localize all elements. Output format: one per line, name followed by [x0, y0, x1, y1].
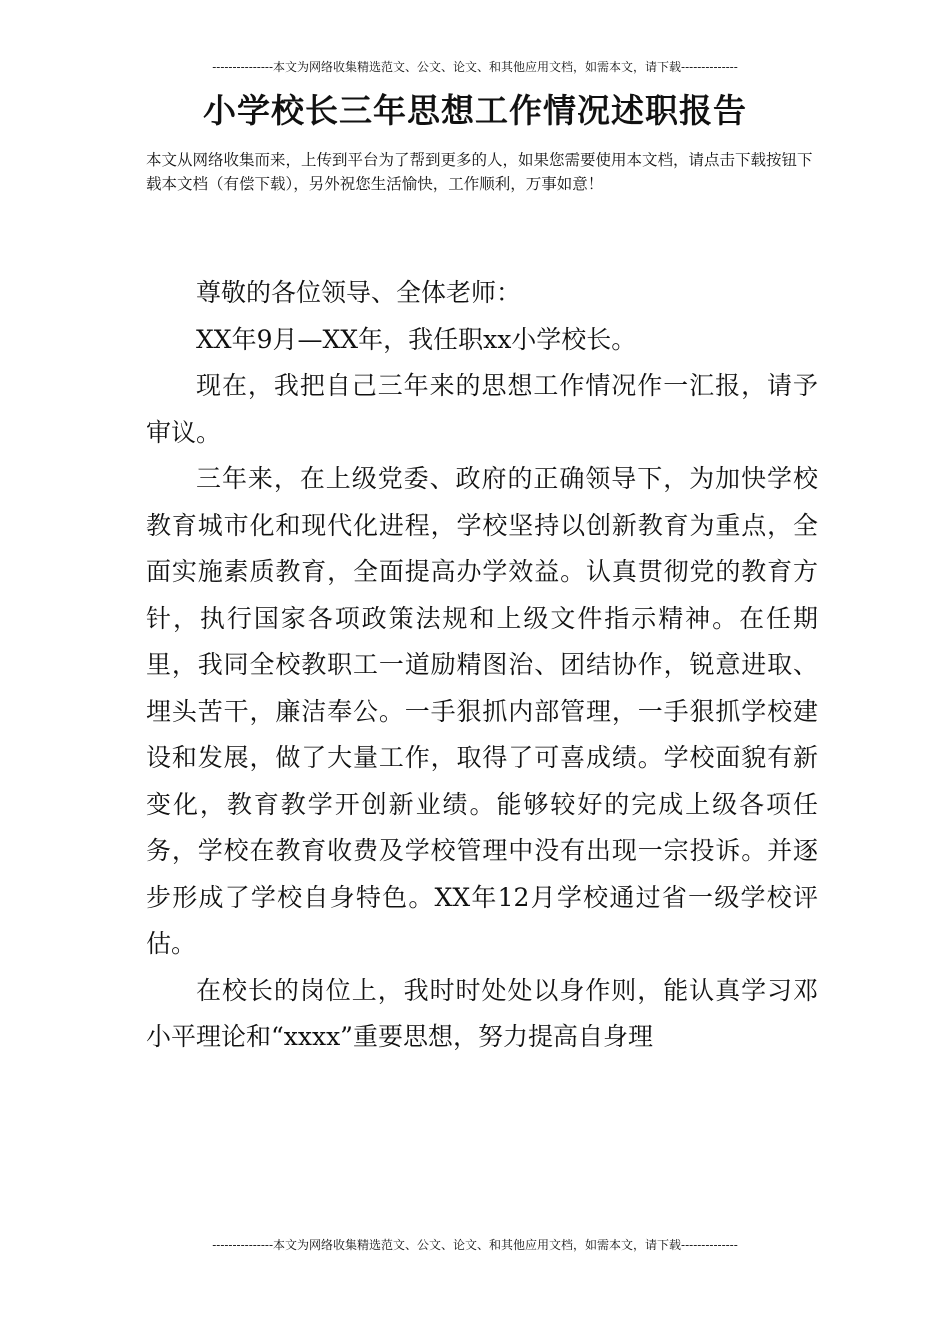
header-banner: ---------------本文为网络收集精选范文、公文、论文、和其他应用文档，如需本文，请下载--------------	[212, 60, 738, 74]
paragraph-tenure: XX年9月—XX年，我任职xx小学校长。	[196, 324, 637, 354]
document-title: 小学校长三年思想工作情况述职报告	[203, 91, 747, 130]
paragraph-intro: 现在，我把自己三年来的思想工作情况作一汇报，请予审议。	[146, 371, 818, 447]
download-notice: 本文从网络收集而来，上传到平台为了帮到更多的人，如果您需要使用本文档，请点击下载按钮下载本文档（有偿下载），另外祝您生活愉快，工作顺利，万事如意！	[146, 151, 813, 193]
footer-banner: ---------------本文为网络收集精选范文、公文、论文、和其他应用文档，如需本文，请下载--------------	[212, 1238, 738, 1252]
paragraph-leadership: 在校长的岗位上，我时时处处以身作则，能认真学习邓小平理论和“xxxx”重要思想，努力提高自身理	[146, 975, 818, 1051]
paragraph-achievements: 三年来，在上级党委、政府的正确领导下，为加快学校教育城市化和现代化进程，学校坚持以创新教育为重点，全面实施素质教育，全面提高办学效益。认真贯彻党的教育方针，执行国家各项政策法规和上级文件指示精神。在任期里，我同全校教职工一道励精图治、团结协作，锐意进取、埋头苦干，廉洁奉公。一手狠抓内部管理，一手狠抓学校建设和发展，做了大量工作，取得了可喜成绩。学校面貌有新变化，教育教学开创新业绩。能够较好的完成上级各项任务，学校在教育收费及学校管理中没有出现一宗投诉。并逐步形成了学校自身特色。XX年12月学校通过省一级学校评估。	[146, 464, 818, 958]
salutation: 尊敬的各位领导、全体老师：	[196, 278, 522, 307]
report-body	[146, 270, 818, 1061]
